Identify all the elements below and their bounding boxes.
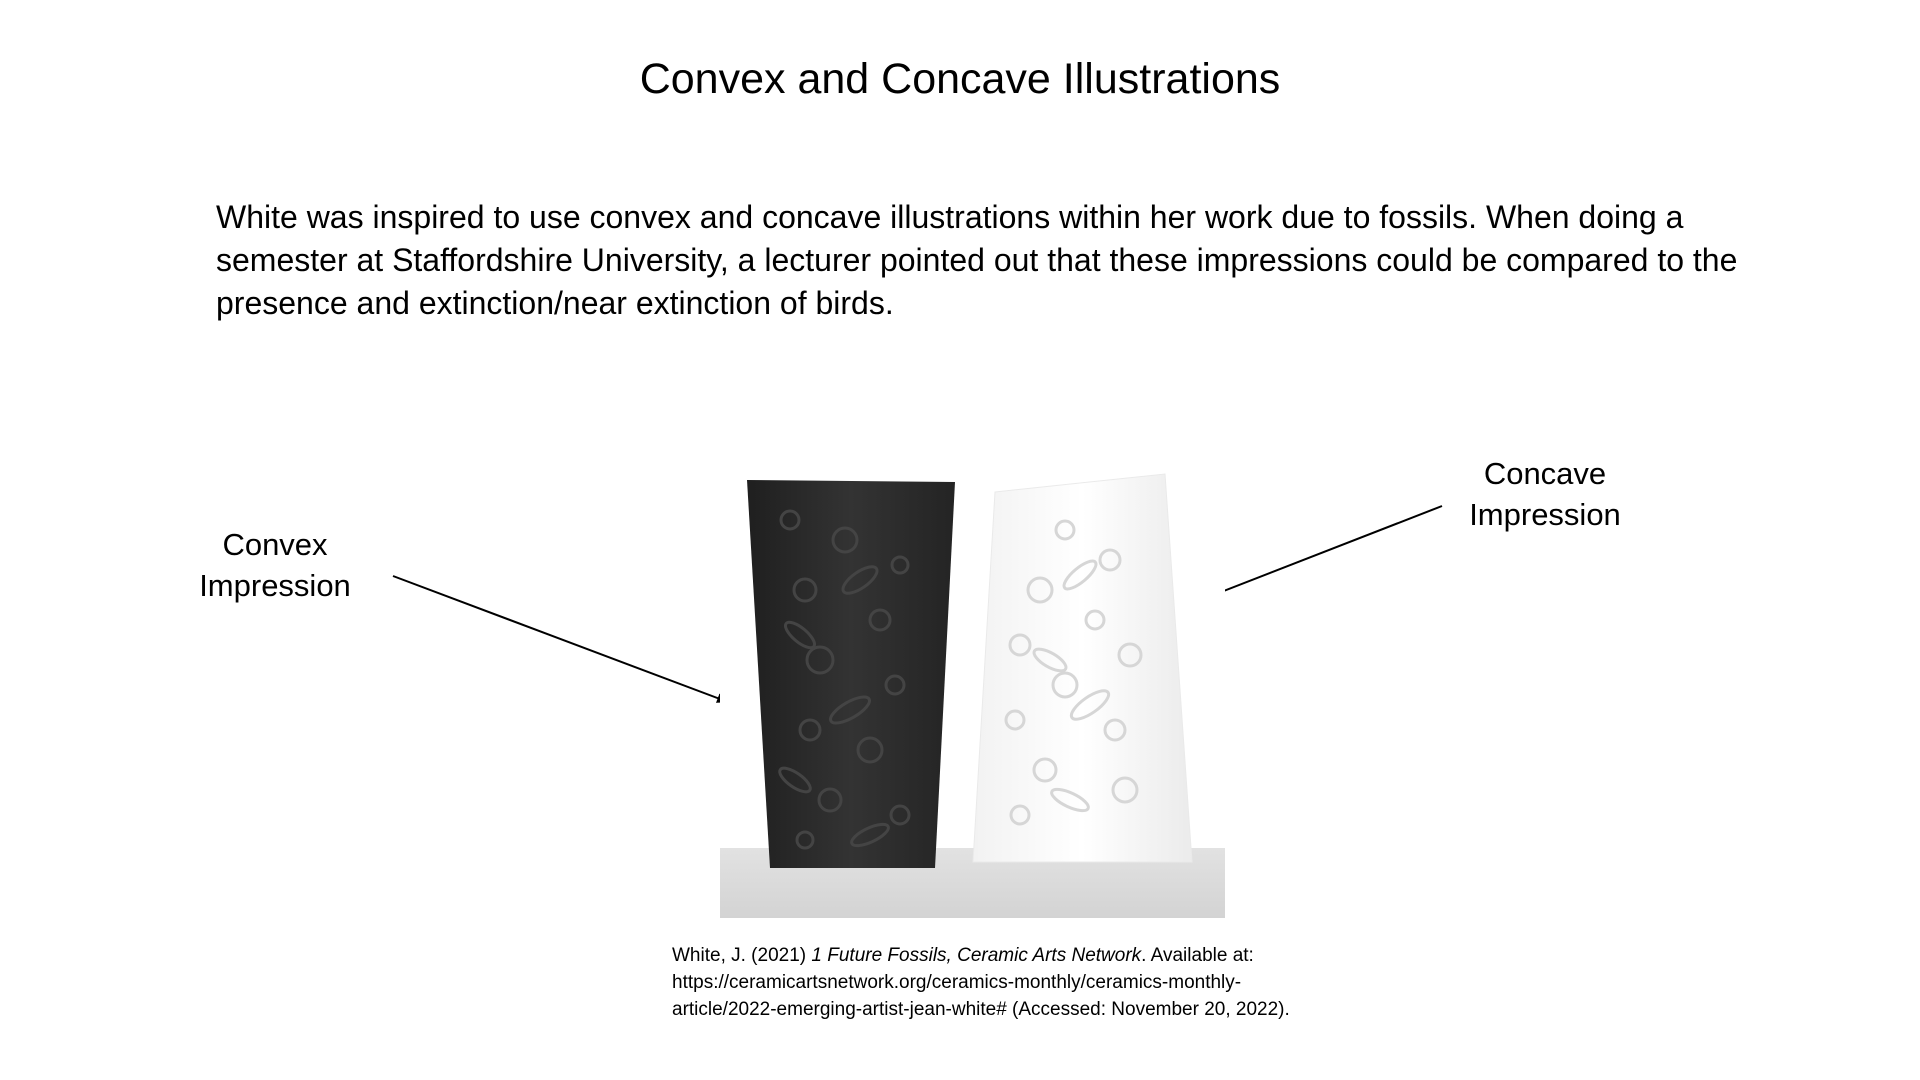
citation-title: 1 Future Fossils (811, 945, 947, 966)
citation-url-line1: https://ceramicartsnetwork.org/ceramics-monthly/ceramics-monthly- (672, 972, 1242, 993)
vases-photo (720, 470, 1225, 918)
citation-url-line2: article/2022-emerging-artist-jean-white# (Accessed: November 20, 2022). (672, 999, 1290, 1020)
body-paragraph: White was inspired to use convex and concave illustrations within her work due to fossils. When doing a semester at Staffordshire University, a lecturer pointed out that these impressions could be compared to the presence and extinction/near extinction of birds. (216, 199, 1738, 321)
concave-label-line1: Concave (1483, 456, 1607, 491)
citation-available: . Available at: (1141, 945, 1254, 966)
convex-label-line1: Convex (222, 527, 328, 562)
citation (672, 942, 1372, 1023)
white-vase (973, 474, 1192, 862)
convex-arrow (393, 576, 728, 702)
concave-label-line2: Impression (1469, 497, 1621, 532)
citation-publisher: Ceramic Arts Network (957, 945, 1142, 966)
citation-prefix: White, J. (2021) (672, 945, 812, 966)
black-vase (747, 480, 955, 868)
slide-title: Convex and Concave Illustrations (639, 55, 1281, 103)
convex-label-line2: Impression (199, 568, 351, 603)
citation-sep: , (946, 945, 958, 966)
